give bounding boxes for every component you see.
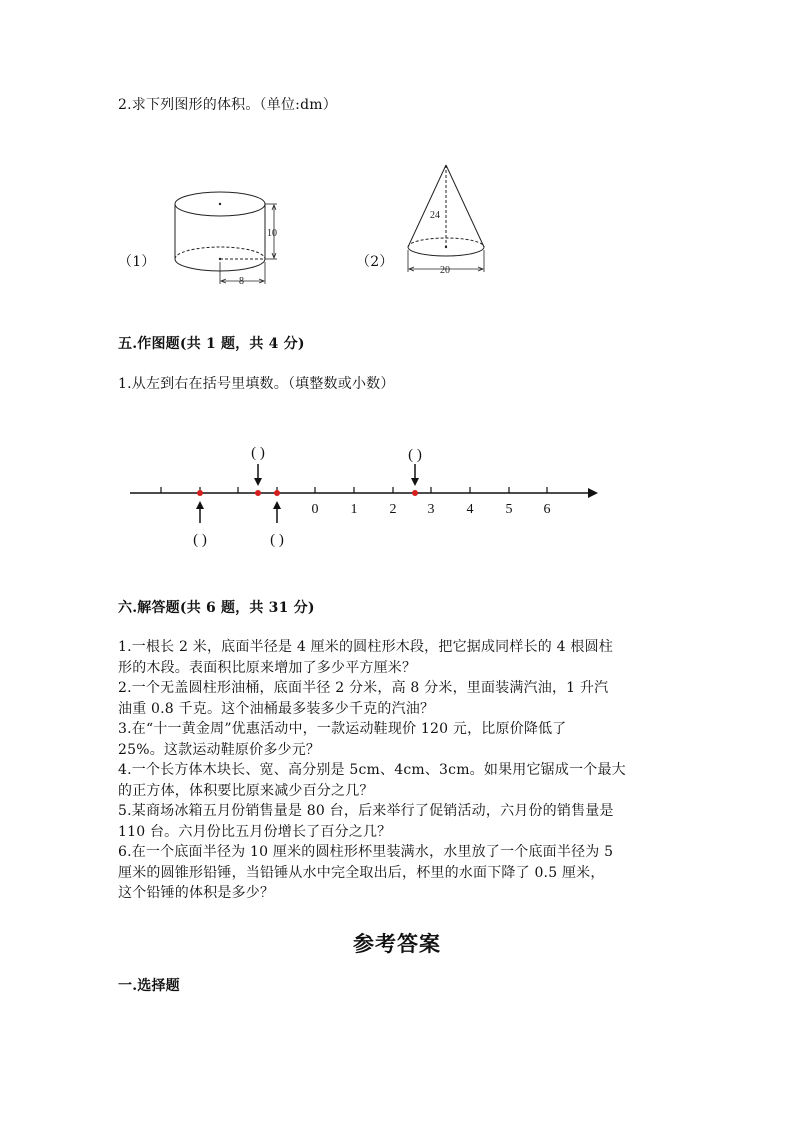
blank-above-1[interactable]: ( )	[251, 445, 265, 461]
arrow-up-icon	[273, 501, 281, 509]
tick-label-5: 5	[505, 502, 513, 517]
section5-q1: 1.从左到右在括号里填数。（填整数或小数）	[118, 376, 395, 392]
number-line	[125, 435, 605, 555]
q-line: 25%。这款运动鞋原价多少元？	[118, 741, 321, 758]
answers-section1: 一.选择题	[118, 978, 180, 994]
arrow-down-icon	[254, 478, 262, 486]
cone-diameter-label: 20	[440, 265, 450, 276]
tick-label-6: 6	[543, 502, 551, 517]
cone-height-label: 24	[430, 210, 440, 221]
q-line: 110 台。六月份比五月份增长了百分之几？	[118, 823, 392, 840]
q-line: 油重 0.8 千克。这个油桶最多装多少千克的汽油？	[118, 700, 435, 717]
section5-heading: 五.作图题(共 1 题，共 4 分)	[118, 336, 305, 352]
cylinder-radius-label: 8	[239, 276, 244, 287]
q-line: 6.在一个底面半径为 10 厘米的圆柱形杯里装满水，水里放了一个底面半径为 5	[118, 844, 614, 860]
tick-label-2: 2	[389, 502, 397, 517]
q-line: 4.一个长方体木块长、宽、高分别是 5cm、4cm、3cm。如果用它锯成一个最大	[118, 762, 626, 778]
cone-figure	[400, 160, 495, 280]
q-line: 这个铅锤的体积是多少？	[118, 885, 275, 901]
point-c	[274, 490, 280, 496]
cylinder-height-label: 10	[267, 228, 277, 239]
q-line: 形的木段。表面积比原来增加了多少平方厘米？	[118, 659, 417, 676]
q-line: 1.一根长 2 米，底面半径是 4 厘米的圆柱形木段，把它据成同样长的 4 根圆柱	[118, 639, 613, 655]
q2-prompt: 2.求下列图形的体积。（单位:dm）	[118, 97, 337, 113]
tick-label-0: 0	[311, 502, 319, 517]
fig2-label: （2）	[356, 254, 394, 270]
q-line: 5.某商场冰箱五月份销售量是 80 台，后来举行了促销活动，六月份的销售量是	[118, 803, 614, 819]
q-line: 3.在“十一黄金周”优惠活动中，一款运动鞋现价 120 元，比原价降低了	[118, 721, 567, 737]
section6-questions	[118, 637, 626, 904]
point-b	[255, 490, 261, 496]
tick-label-4: 4	[466, 502, 474, 517]
section6-heading: 六.解答题(共 6 题，共 31 分)	[118, 600, 315, 616]
tick-label-3: 3	[427, 502, 435, 517]
blank-above-2[interactable]: ( )	[408, 447, 422, 463]
answers-title: 参考答案	[353, 931, 441, 956]
arrow-up-icon	[196, 501, 204, 509]
q-line: 厘米的圆锥形铅锤，当铅锤从水中完全取出后，杯里的水面下降了 0.5 厘米，	[118, 864, 605, 881]
blank-below-1[interactable]: ( )	[193, 532, 207, 548]
q-line: 2.一个无盖圆柱形油桶，底面半径 2 分米，高 8 分米，里面装满汽油，1 升汽	[118, 680, 609, 696]
point-a	[197, 490, 203, 496]
cylinder-figure	[165, 180, 285, 290]
q-line: 的正方体，体积要比原来减少百分之几？	[118, 782, 374, 799]
tick-label-1: 1	[350, 502, 358, 517]
arrow-down-icon	[411, 478, 419, 486]
fig1-label: （1）	[118, 254, 156, 270]
blank-below-2[interactable]: ( )	[270, 532, 284, 548]
point-d	[412, 490, 418, 496]
